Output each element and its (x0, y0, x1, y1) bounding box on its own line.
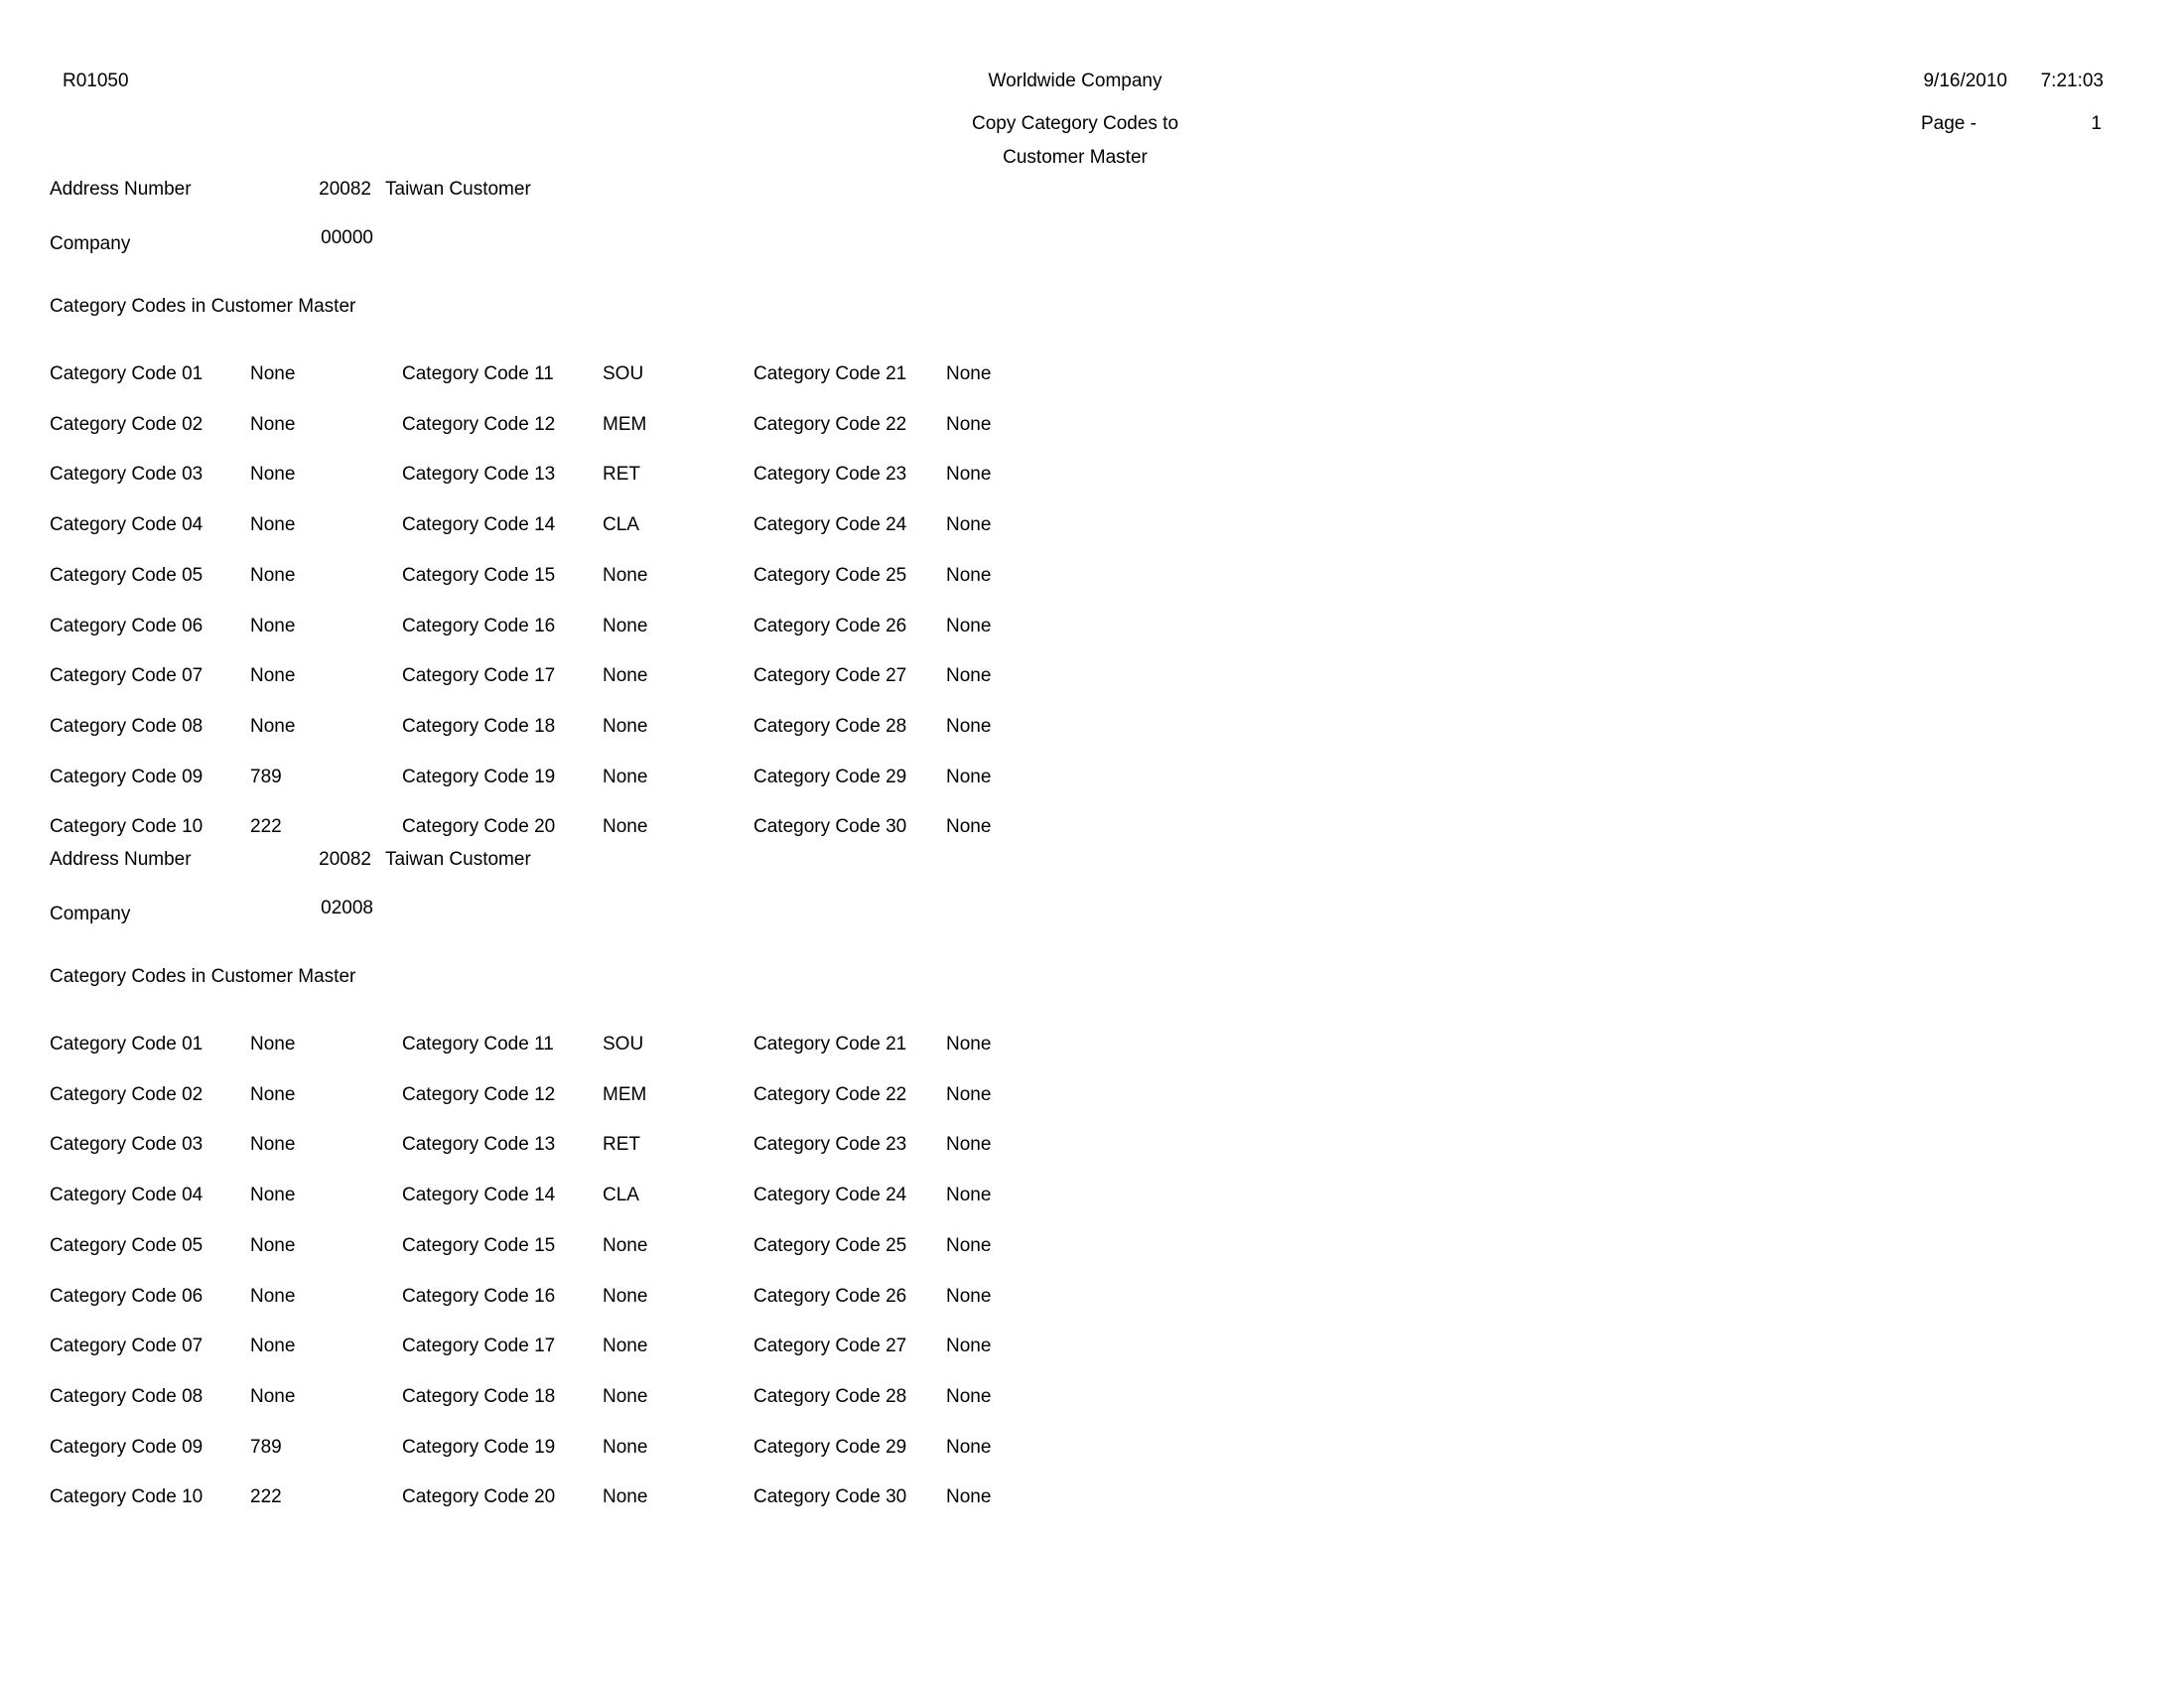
address-number-value: 20082 (319, 179, 371, 200)
category-code-label: Category Code 13 (402, 1134, 556, 1156)
category-code-value: None (603, 1285, 648, 1307)
category-code-label: Category Code 05 (50, 1234, 204, 1256)
category-code-value: 789 (250, 1436, 282, 1458)
category-code-value: None (250, 514, 296, 536)
category-code-value: CLA (603, 1185, 639, 1206)
category-code-value: None (946, 1034, 992, 1055)
category-code-value: SOU (603, 363, 644, 384)
category-code-value: None (946, 1185, 992, 1206)
category-code-label: Category Code 03 (50, 1134, 204, 1156)
category-code-label: Category Code 04 (50, 1185, 204, 1206)
category-code-label: Category Code 19 (402, 766, 556, 787)
category-code-value: None (250, 1385, 296, 1407)
category-code-value: None (946, 615, 992, 636)
category-code-label: Category Code 16 (402, 615, 556, 636)
category-code-label: Category Code 07 (50, 665, 204, 687)
category-code-value: None (603, 715, 648, 737)
category-code-label: Category Code 01 (50, 1034, 204, 1055)
category-code-value: None (250, 1134, 296, 1156)
category-code-label: Category Code 20 (402, 816, 556, 838)
report-title-line2: Customer Master (1003, 147, 1148, 168)
category-code-value: None (946, 1336, 992, 1357)
category-code-value: None (250, 1083, 296, 1105)
category-code-label: Category Code 12 (402, 413, 556, 435)
address-number-label: Address Number (50, 179, 192, 200)
category-code-label: Category Code 09 (50, 766, 204, 787)
address-number-label: Address Number (50, 849, 192, 870)
category-code-value: None (250, 413, 296, 435)
category-code-label: Category Code 24 (753, 514, 907, 536)
category-code-value: CLA (603, 514, 639, 536)
category-code-value: None (603, 766, 648, 787)
category-code-label: Category Code 11 (402, 1034, 554, 1055)
category-code-value: 222 (250, 816, 282, 838)
category-code-value: None (946, 715, 992, 737)
category-code-value: None (250, 363, 296, 384)
category-code-label: Category Code 02 (50, 1083, 204, 1105)
category-code-value: None (603, 816, 648, 838)
category-code-value: None (946, 1134, 992, 1156)
category-codes-heading: Category Codes in Customer Master (50, 296, 356, 317)
category-code-value: None (946, 514, 992, 536)
address-number-value: 20082 (319, 849, 371, 870)
category-code-label: Category Code 23 (753, 1134, 907, 1156)
category-code-label: Category Code 19 (402, 1436, 556, 1458)
category-code-label: Category Code 22 (753, 413, 907, 435)
category-code-value: 222 (250, 1486, 282, 1508)
category-code-label: Category Code 28 (753, 1385, 907, 1407)
category-code-value: None (250, 615, 296, 636)
category-code-label: Category Code 13 (402, 464, 556, 486)
category-code-value: None (946, 1385, 992, 1407)
category-code-value: None (946, 1083, 992, 1105)
category-code-value: None (603, 1336, 648, 1357)
category-code-value: None (946, 1436, 992, 1458)
category-code-label: Category Code 14 (402, 514, 556, 536)
company-value: 02008 (321, 898, 373, 918)
category-code-value: None (250, 1185, 296, 1206)
category-code-value: None (603, 615, 648, 636)
company-label: Company (50, 233, 131, 254)
category-code-label: Category Code 22 (753, 1083, 907, 1105)
category-code-label: Category Code 04 (50, 514, 204, 536)
category-code-label: Category Code 03 (50, 464, 204, 486)
category-code-label: Category Code 09 (50, 1436, 204, 1458)
category-code-label: Category Code 08 (50, 1385, 204, 1407)
company-value: 00000 (321, 227, 373, 248)
category-code-value: None (946, 363, 992, 384)
company-label: Company (50, 904, 131, 924)
category-code-label: Category Code 26 (753, 615, 907, 636)
category-code-value: None (603, 564, 648, 586)
category-code-value: None (250, 1234, 296, 1256)
category-code-value: None (946, 1234, 992, 1256)
category-code-label: Category Code 29 (753, 1436, 907, 1458)
category-code-label: Category Code 25 (753, 1234, 907, 1256)
category-code-label: Category Code 06 (50, 615, 204, 636)
category-code-label: Category Code 29 (753, 766, 907, 787)
category-code-label: Category Code 08 (50, 715, 204, 737)
category-code-label: Category Code 28 (753, 715, 907, 737)
category-code-label: Category Code 18 (402, 1385, 556, 1407)
category-code-value: MEM (603, 1083, 647, 1105)
category-code-value: MEM (603, 413, 647, 435)
category-code-label: Category Code 02 (50, 413, 204, 435)
category-code-value: None (250, 665, 296, 687)
category-code-value: None (946, 816, 992, 838)
category-code-label: Category Code 15 (402, 564, 556, 586)
category-code-value: None (250, 1285, 296, 1307)
category-code-value: None (603, 665, 648, 687)
category-code-value: None (603, 1234, 648, 1256)
category-codes-heading: Category Codes in Customer Master (50, 966, 356, 987)
category-code-label: Category Code 12 (402, 1083, 556, 1105)
category-code-label: Category Code 21 (753, 363, 907, 384)
category-code-label: Category Code 17 (402, 1336, 556, 1357)
category-code-label: Category Code 16 (402, 1285, 556, 1307)
category-code-label: Category Code 21 (753, 1034, 907, 1055)
category-code-value: None (250, 464, 296, 486)
category-code-label: Category Code 18 (402, 715, 556, 737)
category-code-value: None (946, 413, 992, 435)
category-code-value: None (946, 564, 992, 586)
category-code-label: Category Code 25 (753, 564, 907, 586)
category-code-label: Category Code 30 (753, 1486, 907, 1508)
category-code-label: Category Code 06 (50, 1285, 204, 1307)
category-code-label: Category Code 10 (50, 1486, 204, 1508)
address-name: Taiwan Customer (385, 179, 531, 200)
category-code-label: Category Code 24 (753, 1185, 907, 1206)
page-label: Page - (1921, 113, 1977, 134)
category-code-value: SOU (603, 1034, 644, 1055)
category-code-value: None (250, 1336, 296, 1357)
category-code-label: Category Code 20 (402, 1486, 556, 1508)
category-code-label: Category Code 15 (402, 1234, 556, 1256)
category-code-value: None (250, 715, 296, 737)
category-code-label: Category Code 27 (753, 665, 907, 687)
category-code-value: None (946, 1486, 992, 1508)
report-id: R01050 (63, 70, 129, 91)
category-code-label: Category Code 05 (50, 564, 204, 586)
category-code-label: Category Code 14 (402, 1185, 556, 1206)
category-code-value: None (946, 665, 992, 687)
category-code-value: None (946, 1285, 992, 1307)
category-code-value: None (603, 1436, 648, 1458)
report-title-line1: Copy Category Codes to (971, 113, 1179, 134)
address-name: Taiwan Customer (385, 849, 531, 870)
company-name: Worldwide Company (988, 70, 1162, 91)
category-code-label: Category Code 23 (753, 464, 907, 486)
category-code-value: None (250, 1034, 296, 1055)
report-time: 7:21:03 (2040, 70, 2104, 91)
category-code-value: None (250, 564, 296, 586)
category-code-label: Category Code 07 (50, 1336, 204, 1357)
category-code-label: Category Code 17 (402, 665, 556, 687)
category-code-value: RET (603, 1134, 640, 1156)
category-code-value: RET (603, 464, 640, 486)
category-code-label: Category Code 10 (50, 816, 204, 838)
category-code-value: None (946, 766, 992, 787)
category-code-label: Category Code 27 (753, 1336, 907, 1357)
category-code-value: 789 (250, 766, 282, 787)
report-date: 9/16/2010 (1923, 70, 2007, 91)
category-code-label: Category Code 26 (753, 1285, 907, 1307)
category-code-label: Category Code 30 (753, 816, 907, 838)
category-code-value: None (946, 464, 992, 486)
category-code-label: Category Code 01 (50, 363, 204, 384)
category-code-value: None (603, 1486, 648, 1508)
category-code-label: Category Code 11 (402, 363, 554, 384)
category-code-value: None (603, 1385, 648, 1407)
page-number: 1 (2091, 113, 2102, 134)
